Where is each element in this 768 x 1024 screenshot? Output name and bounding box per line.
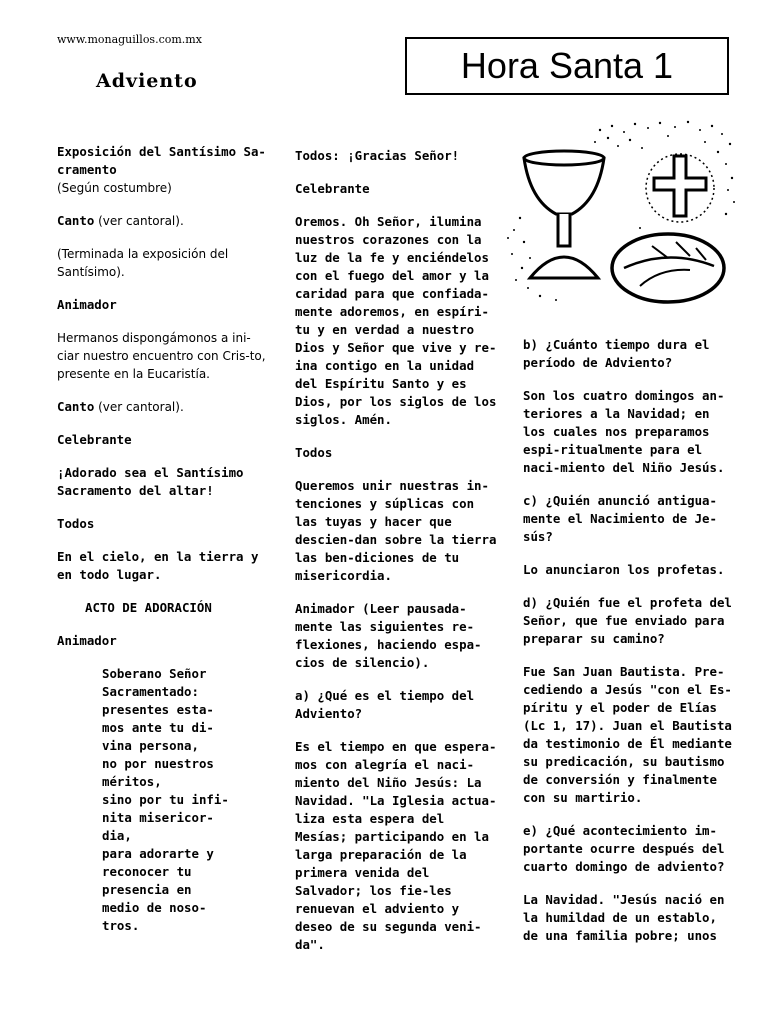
todos-1: Todos bbox=[57, 516, 95, 531]
animador-1: Animador bbox=[57, 297, 117, 312]
acto-heading: ACTO DE ADORACIÓN bbox=[85, 600, 212, 615]
poem-line: medio de noso- bbox=[102, 900, 207, 915]
en-el-cielo-text: En el cielo, en la tierra y en todo lugar. bbox=[57, 549, 259, 582]
todos-2: Todos bbox=[295, 445, 333, 460]
chalice-base bbox=[530, 257, 598, 278]
poem-line: dia, bbox=[102, 828, 132, 843]
expo-note: (Según costumbre) bbox=[57, 181, 172, 195]
poem-line: presencia en bbox=[102, 882, 192, 897]
poem-line: Sacramentado: bbox=[102, 684, 199, 699]
poem-line: mos ante tu di- bbox=[102, 720, 214, 735]
animador-3: Animador (Leer pausada-mente las siguientes re-flexiones, haciendo espa-cios de silencio). bbox=[295, 601, 482, 670]
poem-line: no por nuestros bbox=[102, 756, 214, 771]
answer-d: Fue San Juan Bautista. Pre-cediendo a Jesús "con el Es-píritu y el poder de Elías (Lc 1, 17). Juan el Bautista da testimonio de Él mediante su predicación, su bautismo de conversión y finalmente con su martirio. bbox=[523, 664, 732, 805]
column-2 bbox=[295, 147, 500, 969]
queremos-text: Queremos unir nuestras in-tenciones y súplicas con las tuyas y hacer que descien-dan sobre la tierra las ben-diciones de tu misericordia. bbox=[295, 478, 497, 583]
question-a: a) ¿Qué es el tiempo del Adviento? bbox=[295, 688, 475, 721]
season-title: Adviento bbox=[96, 70, 198, 92]
poem-line: Soberano Señor bbox=[102, 666, 207, 681]
expo-title: Exposición del Santísimo Sa-cramento bbox=[57, 144, 266, 177]
page-title: Hora Santa 1 bbox=[460, 45, 674, 86]
chalice-bread-cross-illustration bbox=[500, 118, 740, 313]
canto-2 bbox=[57, 398, 267, 416]
site-url: www.monaguillos.com.mx bbox=[57, 33, 202, 46]
chalice-rim bbox=[524, 151, 604, 165]
hermanos-text: Hermanos dispongámonos a ini-ciar nuestro encuentro con Cris-to, presente en la Eucaristía. bbox=[57, 331, 266, 381]
expo-block bbox=[57, 143, 267, 197]
canto-1 bbox=[57, 212, 267, 230]
animador-2: Animador bbox=[57, 633, 117, 648]
question-e: e) ¿Qué acontecimiento im-portante ocurre después del cuarto domingo de adviento? bbox=[523, 823, 725, 874]
celebrante-1: Celebrante bbox=[57, 432, 132, 447]
adorado-text: ¡Adorado sea el Santísimo Sacramento del altar! bbox=[57, 465, 244, 498]
canto-2-note: (ver cantoral). bbox=[94, 400, 184, 414]
answer-c: Lo anunciaron los profetas. bbox=[523, 562, 725, 577]
column-1 bbox=[57, 143, 267, 935]
column-3 bbox=[523, 336, 733, 960]
answer-a: Es el tiempo en que espera-mos con alegría el naci-miento del Niño Jesús: La Navidad. "La Iglesia actua-liza esta espera del Mesías; participando en la larga preparación de la primera venida del Salvador; los fie-les renuevan el adviento y deseo de su segunda veni-da". bbox=[295, 739, 497, 952]
poem-line: tros. bbox=[102, 918, 140, 933]
canto-1-note: (ver cantoral). bbox=[94, 214, 184, 228]
question-b: b) ¿Cuánto tiempo dura el período de Adviento? bbox=[523, 337, 710, 370]
question-d: d) ¿Quién fue el profeta del Señor, que fue enviado para preparar su camino? bbox=[523, 595, 732, 646]
poem-line: vina persona, bbox=[102, 738, 199, 753]
canto-2-label: Canto bbox=[57, 399, 95, 414]
question-c: c) ¿Quién anunció antigua-mente el Nacimiento de Je-sús? bbox=[523, 493, 717, 544]
canto-1-label: Canto bbox=[57, 213, 95, 228]
page-title-box bbox=[405, 37, 729, 95]
poem-line: presentes esta- bbox=[102, 702, 214, 717]
answer-b: Son los cuatro domingos an-teriores a la Navidad; en los cuales nos preparamos espi-ritualmente para el naci-miento del Niño Jesús. bbox=[523, 388, 725, 475]
poem bbox=[102, 665, 267, 935]
poem-line: sino por tu infi- bbox=[102, 792, 229, 807]
oremos-text: Oremos. Oh Señor, ilumina nuestros corazones con la luz de la fe y enciéndelos con el fuego del amor y la caridad para que confiada-mente adoremos, en espíri-tu y en verdad a nuestro Dios y Señor que vive y re-ina contigo en la unidad del Espíritu Santo y es Dios, por los siglos de los siglos. Amén. bbox=[295, 214, 497, 427]
bread-icon bbox=[612, 234, 724, 302]
end-expo: (Terminada la exposición del Santísimo). bbox=[57, 247, 229, 279]
gracias-text: Todos: ¡Gracias Señor! bbox=[295, 148, 460, 163]
chalice-stem bbox=[558, 214, 570, 246]
poem-line: nita misericor- bbox=[102, 810, 214, 825]
poem-line: reconocer tu bbox=[102, 864, 192, 879]
poem-line: méritos, bbox=[102, 774, 162, 789]
cross-icon bbox=[646, 154, 714, 222]
celebrante-2: Celebrante bbox=[295, 181, 370, 196]
answer-e: La Navidad. "Jesús nació en la humildad de un establo, de una familia pobre; unos bbox=[523, 892, 725, 943]
poem-line: para adorarte y bbox=[102, 846, 214, 861]
